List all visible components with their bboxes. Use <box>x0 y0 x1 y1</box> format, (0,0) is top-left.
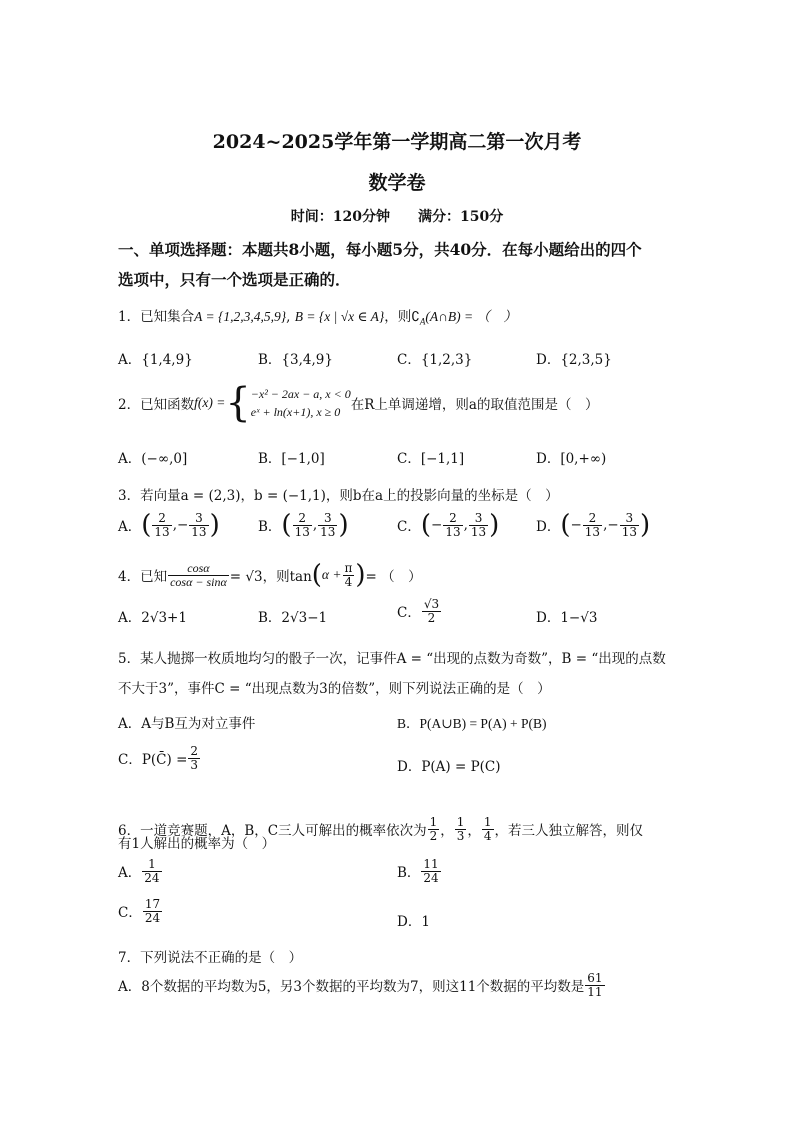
q3-option-a-label: A． <box>118 519 142 536</box>
q3-option-b-label: B． <box>258 519 282 536</box>
q7-option-a-text: A．8个数据的平均数为5，另3个数据的平均数为7，则这11个数据的平均数是 <box>118 979 585 996</box>
q4-option-c <box>397 598 442 624</box>
q6-option-b-label: B． <box>397 865 421 882</box>
q5-c-den: 3 <box>190 757 199 772</box>
q3-b-d2: 13 <box>320 524 336 539</box>
question-1: 1．已知集合A = {1,2,3,4,5,9}, B = {x | √x ∈ A}，则$∁_A(A\cap B)$ = （ ） <box>118 309 517 327</box>
q4-pi-frac <box>343 562 355 588</box>
question-3: 3．若向量a = (2,3)，b = (−1,1)，则b在a上的投影向量的坐标是（ ） <box>118 488 559 504</box>
q3-option-a-frac2 <box>189 512 208 538</box>
q4-pre: 4．已知 <box>118 569 168 586</box>
q3-d-d1: 13 <box>584 524 601 539</box>
q6-option-d <box>397 910 430 930</box>
q7-a-num: 61 <box>587 971 603 985</box>
q6-frac-3 <box>482 816 494 842</box>
q6-option-a <box>118 858 163 884</box>
q3-option-a-frac1 <box>152 512 171 538</box>
q3-option-d-label: D． <box>536 519 561 536</box>
q4-frac-num: cosα <box>168 562 229 576</box>
q4-option-c-label: C． <box>397 605 421 622</box>
q3-option-d-lparen: ( <box>560 510 571 541</box>
q1-set-a: A = {1,2,3,4,5,9} <box>194 309 287 324</box>
q3-a-d1: 13 <box>154 524 170 539</box>
q1-option-b: B．{3,4,9} <box>258 352 333 368</box>
q6-f3d: 4 <box>483 828 492 843</box>
q3-b-d1: 13 <box>294 524 310 539</box>
q4-mid: = √3，则tan <box>229 569 312 586</box>
q3-option-a-rparen: ) <box>209 510 220 541</box>
q1-post: ，则∁ <box>384 309 420 325</box>
q2-case2: eˣ + ln(x+1), x ≥ 0 <box>250 405 341 419</box>
q1-set-b: B = {x | √x ∈ A} <box>294 309 385 324</box>
q3-option-d <box>536 510 651 541</box>
q6-frac-2 <box>455 816 467 842</box>
question-6-line2: 有1人解出的概率为（ ） <box>118 836 276 852</box>
q2-fx: f(x) = <box>194 395 226 410</box>
q3-option-a <box>118 510 220 541</box>
q3-option-d-rparen: ) <box>639 510 651 541</box>
q3-a-d2: 13 <box>191 524 207 539</box>
section-heading-line1: 一、单项选择题：本题共8小题，每小题5分，共40分．在每小题给出的四个 <box>118 240 642 259</box>
q3-a-n1: 2 <box>152 512 171 526</box>
q7-option-a <box>118 972 606 998</box>
q6-f3n: 1 <box>483 815 492 829</box>
q6-frac-1 <box>428 816 440 842</box>
q4-option-a: A．2√3+1 <box>118 610 187 626</box>
q3-option-c-label: C． <box>397 519 421 536</box>
q3-option-c-frac2 <box>469 512 488 538</box>
q6-c-den: 24 <box>144 910 161 925</box>
q4-option-b: B．2√3−1 <box>258 610 328 626</box>
q3-d-n1: 2 <box>583 512 602 526</box>
q4-frac <box>168 562 229 588</box>
q3-c-d1: 13 <box>445 524 461 539</box>
exam-title: 2024~2025学年第一学期高二第一次月考 <box>212 131 582 153</box>
question-6-line1: 6．一道竞赛题，A，B，C三人可解出的概率依次为 $\frac{1}{2}$ ， $\frac{1}{3}$ ， $\frac{1}{4}$ ，若三人独立解答，则仅 <box>118 815 644 843</box>
q3-b-n1: 2 <box>293 512 312 526</box>
q3-d-n2: 3 <box>620 512 639 526</box>
q4-option-c-frac <box>422 598 441 624</box>
section-heading-line2: 选项中，只有一个选项是正确的． <box>118 270 351 289</box>
q6-f1n: 1 <box>429 815 438 829</box>
q6-b-den: 24 <box>423 870 439 885</box>
q3-c-sign: − <box>431 517 443 534</box>
question-2 <box>118 380 599 426</box>
question-5-line1: 5．某人抛掷一枚质地均匀的骰子一次，记事件A = “出现的点数为奇数”，B = “出现的点数 <box>118 651 666 667</box>
q1-option-a: A．{1,4,9} <box>118 352 193 368</box>
q2-option-c: C．[−1,1] <box>397 451 465 467</box>
q2-option-a: A．(−∞,0] <box>118 451 188 467</box>
q6-option-c <box>118 898 163 924</box>
q4-four: 4 <box>344 574 353 589</box>
exam-meta: 时间：120分钟 满分：150分 <box>290 209 504 225</box>
q6-option-b-frac <box>421 858 440 884</box>
q3-b-sep: , <box>312 517 318 534</box>
q6-a-den: 24 <box>144 870 160 885</box>
q6-post: ，若三人独立解答，则仅 <box>494 823 644 840</box>
q4-option-d: D．1−√3 <box>536 610 598 626</box>
q2-option-d: D．[0,+∞) <box>536 451 607 467</box>
q4-frac-den: cosα − sinα <box>170 574 227 589</box>
q6-f1d: 2 <box>429 828 438 843</box>
question-4 <box>118 560 422 591</box>
q5-option-c <box>118 745 201 771</box>
q3-c-sep: , <box>463 517 468 534</box>
q2-post: 在R上单调递增，则a的取值范围是（ ） <box>350 397 599 413</box>
q2-case1: −x² − 2ax − a, x < 0 <box>250 387 351 401</box>
q2-option-b: B．[−1,0] <box>258 451 325 467</box>
q3-option-c-lparen: ( <box>420 510 431 541</box>
q4-lparen: ( <box>311 560 322 591</box>
q5-option-d: D．P(A) = P(C) <box>397 759 501 775</box>
q6-option-d-label: D． <box>397 914 422 930</box>
q3-b-n2: 3 <box>318 512 337 526</box>
q3-d-sign: − <box>570 517 582 534</box>
q3-c-d2: 13 <box>470 524 487 539</box>
q5-option-c-frac <box>188 745 200 771</box>
q1-tail: (A∩B) = （ ） <box>425 309 517 324</box>
q7-option-a-frac <box>585 972 604 998</box>
q3-option-c <box>397 510 500 541</box>
q3-option-b-lparen: ( <box>281 510 292 541</box>
q6-option-d-text: 1 <box>421 914 430 930</box>
q3-a-n2: 3 <box>189 512 208 526</box>
q6-a-num: 1 <box>142 858 161 872</box>
q3-option-c-rparen: ) <box>489 510 500 541</box>
exam-subtitle: 数学卷 <box>368 172 426 194</box>
q6-option-b <box>397 858 442 884</box>
q3-a-sep: ,− <box>172 517 189 534</box>
q3-option-b-frac2 <box>318 512 337 538</box>
q5-option-c-label: C．P(C̄) = <box>118 752 188 769</box>
q1-option-d: D．{2,3,5} <box>536 352 612 368</box>
q3-option-d-frac1 <box>583 512 602 538</box>
question-5-line2: 不大于3”，事件C = “出现点数为3的倍数”，则下列说法正确的是（ ） <box>118 681 551 697</box>
q4-c-den: 2 <box>427 610 436 625</box>
q4-c-num: √3 <box>423 597 440 611</box>
q3-c-n1: 2 <box>443 512 462 526</box>
q3-option-b-rparen: ) <box>338 510 349 541</box>
q5-option-b: B．P(A∪B) = P(A) + P(B) <box>397 716 547 731</box>
q6-b-num: 11 <box>423 857 439 871</box>
q5-option-a: A．A与B互为对立事件 <box>118 716 256 732</box>
q3-option-b <box>258 510 349 541</box>
q2-cases <box>251 385 351 421</box>
q4-rparen: ) <box>355 560 366 591</box>
q4-inner: α + <box>321 567 342 583</box>
q1-pre: 1．已知集合 <box>118 309 195 325</box>
q6-option-a-frac <box>142 858 161 884</box>
q3-d-d2: 13 <box>621 524 637 539</box>
q6-c-num: 17 <box>144 897 161 911</box>
q2-pre: 2．已知函数 <box>118 397 195 413</box>
q2-brace: { <box>225 380 251 426</box>
q6-f2d: 3 <box>456 828 465 843</box>
q1-option-c: C．{1,2,3} <box>397 352 473 368</box>
q6-option-c-label: C． <box>118 905 142 922</box>
q4-pi: π <box>344 561 353 575</box>
q3-option-a-lparen: ( <box>141 510 152 541</box>
q6-f2n: 1 <box>456 815 465 829</box>
q7-a-den: 11 <box>587 984 603 999</box>
q5-c-num: 2 <box>190 744 199 758</box>
q3-option-d-frac2 <box>620 512 639 538</box>
q3-option-b-frac1 <box>293 512 312 538</box>
q6-option-a-label: A． <box>118 865 142 882</box>
q3-option-c-frac1 <box>443 512 462 538</box>
q6-pre: 6．一道竞赛题，A，B，C三人可解出的概率依次为 <box>118 823 427 840</box>
q6-option-c-frac <box>143 898 162 924</box>
q3-c-n2: 3 <box>469 512 488 526</box>
question-7: 7．下列说法不正确的是（ ） <box>118 950 303 966</box>
q4-post: = （ ） <box>365 569 422 586</box>
q3-d-sep: ,− <box>603 517 619 534</box>
